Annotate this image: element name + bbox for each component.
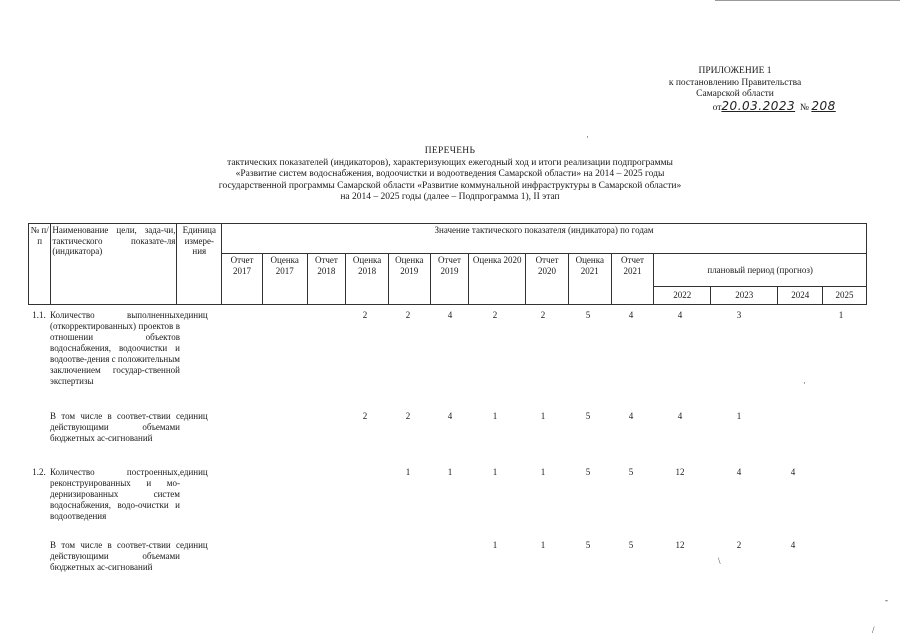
header-planned: плановый период (прогноз) — [654, 254, 867, 287]
row-value: 4 — [447, 310, 453, 320]
row-value: 12 — [675, 540, 685, 550]
row-value: 4 — [790, 540, 796, 550]
row-value: 5 — [585, 411, 591, 421]
table-row — [28, 310, 867, 406]
row-value: 4 — [447, 411, 453, 421]
handwritten-date: 20.03.2023 — [721, 98, 796, 113]
scan-speck: · — [586, 132, 589, 142]
row-indicator-name: Количество выполненных (откорректированных) проектов в отношении объектов водоснабжения, водоочистки и водоотве-дения с положительным заключением государ-ственной экспертизы — [50, 310, 180, 386]
row-value: 4 — [790, 467, 796, 477]
row-value: 2 — [540, 310, 546, 320]
row-value: 4 — [628, 310, 634, 320]
row-indicator-name: Количество построенных, реконструированных и мо-дернизированных систем водоснабжения, водо-очистки и водоотведения — [50, 467, 180, 521]
row-unit: единиц — [180, 310, 208, 320]
header-col: Отчет 2017 — [222, 254, 263, 305]
top-edge-line — [715, 0, 900, 1]
row-value: 2 — [362, 411, 368, 421]
row-value: 3 — [736, 310, 742, 320]
table-row — [28, 467, 867, 532]
header-plan-year: 2024 — [778, 287, 823, 305]
header-plan-year: 2025 — [823, 287, 867, 305]
header-col: Оценка 2018 — [346, 254, 389, 305]
scan-speck: / — [872, 625, 875, 635]
row-value: 1 — [447, 467, 453, 477]
row-value: 1 — [736, 411, 742, 421]
row-unit: единиц — [180, 411, 208, 421]
document-title — [150, 146, 750, 204]
row-value: 1 — [492, 411, 498, 421]
title-line-1: тактических показателей (индикаторов), характеризующих ежегодный ход и итоги реализации подпрограммы — [227, 157, 673, 168]
title-line-4: на 2014 – 2025 годы (далее – Подпрограмма 1), II этап — [340, 192, 560, 203]
row-value: 4 — [677, 310, 683, 320]
row-number: 1.2. — [32, 467, 46, 477]
header-col: Оценка 2020 — [469, 254, 526, 305]
row-value: 2 — [405, 411, 411, 421]
table-row — [28, 411, 867, 461]
header-col: Оценка 2019 — [388, 254, 430, 305]
row-value: 1 — [492, 540, 498, 550]
appendix-signature-line — [620, 98, 850, 115]
row-value: 2 — [492, 310, 498, 320]
appendix-block — [620, 66, 850, 114]
row-value: 4 — [736, 467, 742, 477]
row-indicator-name: В том числе в соответ-ствии с действующими объемами бюджетных ас-сигнований — [50, 540, 180, 572]
header-col: Оценка 2021 — [568, 254, 611, 305]
header-value: Значение тактического показателя (индикатора) по годам — [222, 224, 867, 254]
indicator-table-header — [28, 223, 867, 305]
header-col: Отчет 2019 — [430, 254, 469, 305]
row-indicator-name: В том числе в соответ-ствии с действующими объемами бюджетных ас-сигнований — [50, 411, 180, 443]
scan-speck: · — [803, 378, 806, 388]
appendix-line2: к постановлению Правительства — [668, 77, 802, 88]
header-col: Отчет 2020 — [526, 254, 569, 305]
row-value: 1 — [540, 540, 546, 550]
row-value: 2 — [362, 310, 368, 320]
header-col: Оценка 2017 — [262, 254, 307, 305]
row-unit: единиц — [180, 540, 208, 550]
from-label: от — [712, 102, 722, 113]
handwritten-number: 208 — [811, 98, 836, 113]
row-value: 5 — [585, 467, 591, 477]
row-value: 5 — [628, 540, 634, 550]
number-label: № — [799, 102, 809, 113]
row-value: 5 — [585, 540, 591, 550]
row-number: 1.1. — [32, 310, 46, 320]
row-unit: единиц — [180, 467, 208, 477]
row-value: 5 — [628, 467, 634, 477]
header-name: Наименование цели, зада-чи, тактического показате-ля (индикатора) — [51, 224, 177, 305]
title-line-3: государственной программы Самарской области «Развитие коммунальной инфраструктуры в Самарской области» — [218, 180, 682, 191]
title-head: ПЕРЕЧЕНЬ — [424, 146, 476, 156]
appendix-title: ПРИЛОЖЕНИЕ 1 — [698, 66, 772, 76]
header-plan-year: 2022 — [654, 287, 711, 305]
header-col: Отчет 2021 — [611, 254, 654, 305]
row-value: 4 — [628, 411, 634, 421]
row-value: 1 — [405, 467, 411, 477]
row-value: 5 — [585, 310, 591, 320]
title-line-2: «Развитие систем водоснабжения, водоочистки и водоотведения Самарской области» на 2014 – 2025 годы — [235, 169, 665, 180]
row-value: 1 — [838, 310, 844, 320]
table-row — [28, 540, 867, 590]
row-value: 1 — [540, 411, 546, 421]
row-value: 2 — [405, 310, 411, 320]
row-value: 2 — [736, 540, 742, 550]
scan-speck: - — [885, 595, 888, 605]
row-value: 4 — [677, 411, 683, 421]
row-value: 12 — [675, 467, 685, 477]
appendix-line3: Самарской области — [696, 89, 774, 99]
header-col: Отчет 2018 — [307, 254, 346, 305]
row-value: 1 — [492, 467, 498, 477]
header-plan-year: 2023 — [711, 287, 778, 305]
header-unit: Единица измере-ния — [177, 224, 222, 305]
scan-speck: \ — [718, 556, 721, 566]
row-value: 1 — [540, 467, 546, 477]
header-num: № п/п — [29, 224, 51, 305]
